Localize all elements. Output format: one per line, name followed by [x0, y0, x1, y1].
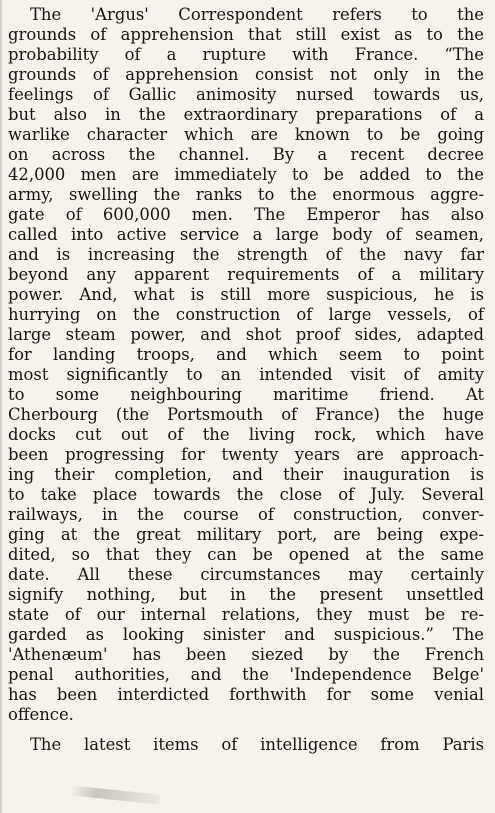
article-line: has been interdicted forthwith for some venial	[8, 685, 484, 704]
ink-smudge	[70, 785, 161, 804]
article-line: 'Athenæum' has been siezed by the French	[8, 645, 484, 664]
article-line: most significantly to an intended visit of amity	[8, 365, 484, 384]
article-line: and is increasing the strength of the navy far	[8, 245, 484, 264]
article-line: The 'Argus' Correspondent refers to the	[30, 5, 484, 24]
article-line: date. All these circumstances may certainly	[8, 565, 484, 584]
article-line: beyond any apparent requirements of a military	[8, 265, 484, 284]
article-line: railways, in the course of construction, conver-	[8, 505, 484, 524]
article-line: been progressing for twenty years are approach-	[8, 445, 484, 464]
article-line: penal authorities, and the 'Independence Belge'	[8, 665, 484, 684]
article-line: gate of 600,000 men. The Emperor has also	[8, 205, 484, 224]
article-line: Cherbourg (the Portsmouth of France) the huge	[8, 405, 484, 424]
article-line: army, swelling the ranks to the enormous aggre-	[8, 185, 484, 204]
column-edge	[0, 0, 2, 813]
article-line: offence.	[8, 705, 74, 724]
article-line: warlike character which are known to be going	[8, 125, 484, 144]
article-line: for landing troops, and which seem to point	[8, 345, 484, 364]
article-line: ging at the great military port, are being expe-	[8, 525, 484, 544]
article-line: grounds of apprehension consist not only in the	[8, 65, 484, 84]
article-line: to some neighbouring maritime friend. At	[8, 385, 484, 404]
article-line: ing their completion, and their inauguration is	[8, 465, 484, 484]
article-line: The latest items of intelligence from Paris	[30, 735, 484, 754]
article-line: grounds of apprehension that still exist as to the	[8, 25, 484, 44]
article-line: 42,000 men are immediately to be added to the	[8, 165, 484, 184]
article-line: to take place towards the close of July. Several	[8, 485, 484, 504]
article-line: garded as looking sinister and suspicious.” The	[8, 625, 484, 644]
article-line: dited, so that they can be opened at the same	[8, 545, 484, 564]
article-line: power. And, what is still more suspicious, he is	[8, 285, 484, 304]
article-line: state of our internal relations, they must be re-	[8, 605, 484, 624]
article-line: large steam power, and shot proof sides, adapted	[8, 325, 484, 344]
article-line: but also in the extraordinary preparations of a	[8, 105, 484, 124]
article-line: feelings of Gallic animosity nursed towards us,	[8, 85, 484, 104]
article-line: docks cut out of the living rock, which have	[8, 425, 484, 444]
article-line: called into active service a large body of seamen,	[8, 225, 484, 244]
article-line: hurrying on the construction of large vessels, of	[8, 305, 484, 324]
article-line: probability of a rupture with France. “The	[8, 45, 484, 64]
article-line: signify nothing, but in the present unsettled	[8, 585, 484, 604]
article-line: on across the channel. By a recent decree	[8, 145, 484, 164]
